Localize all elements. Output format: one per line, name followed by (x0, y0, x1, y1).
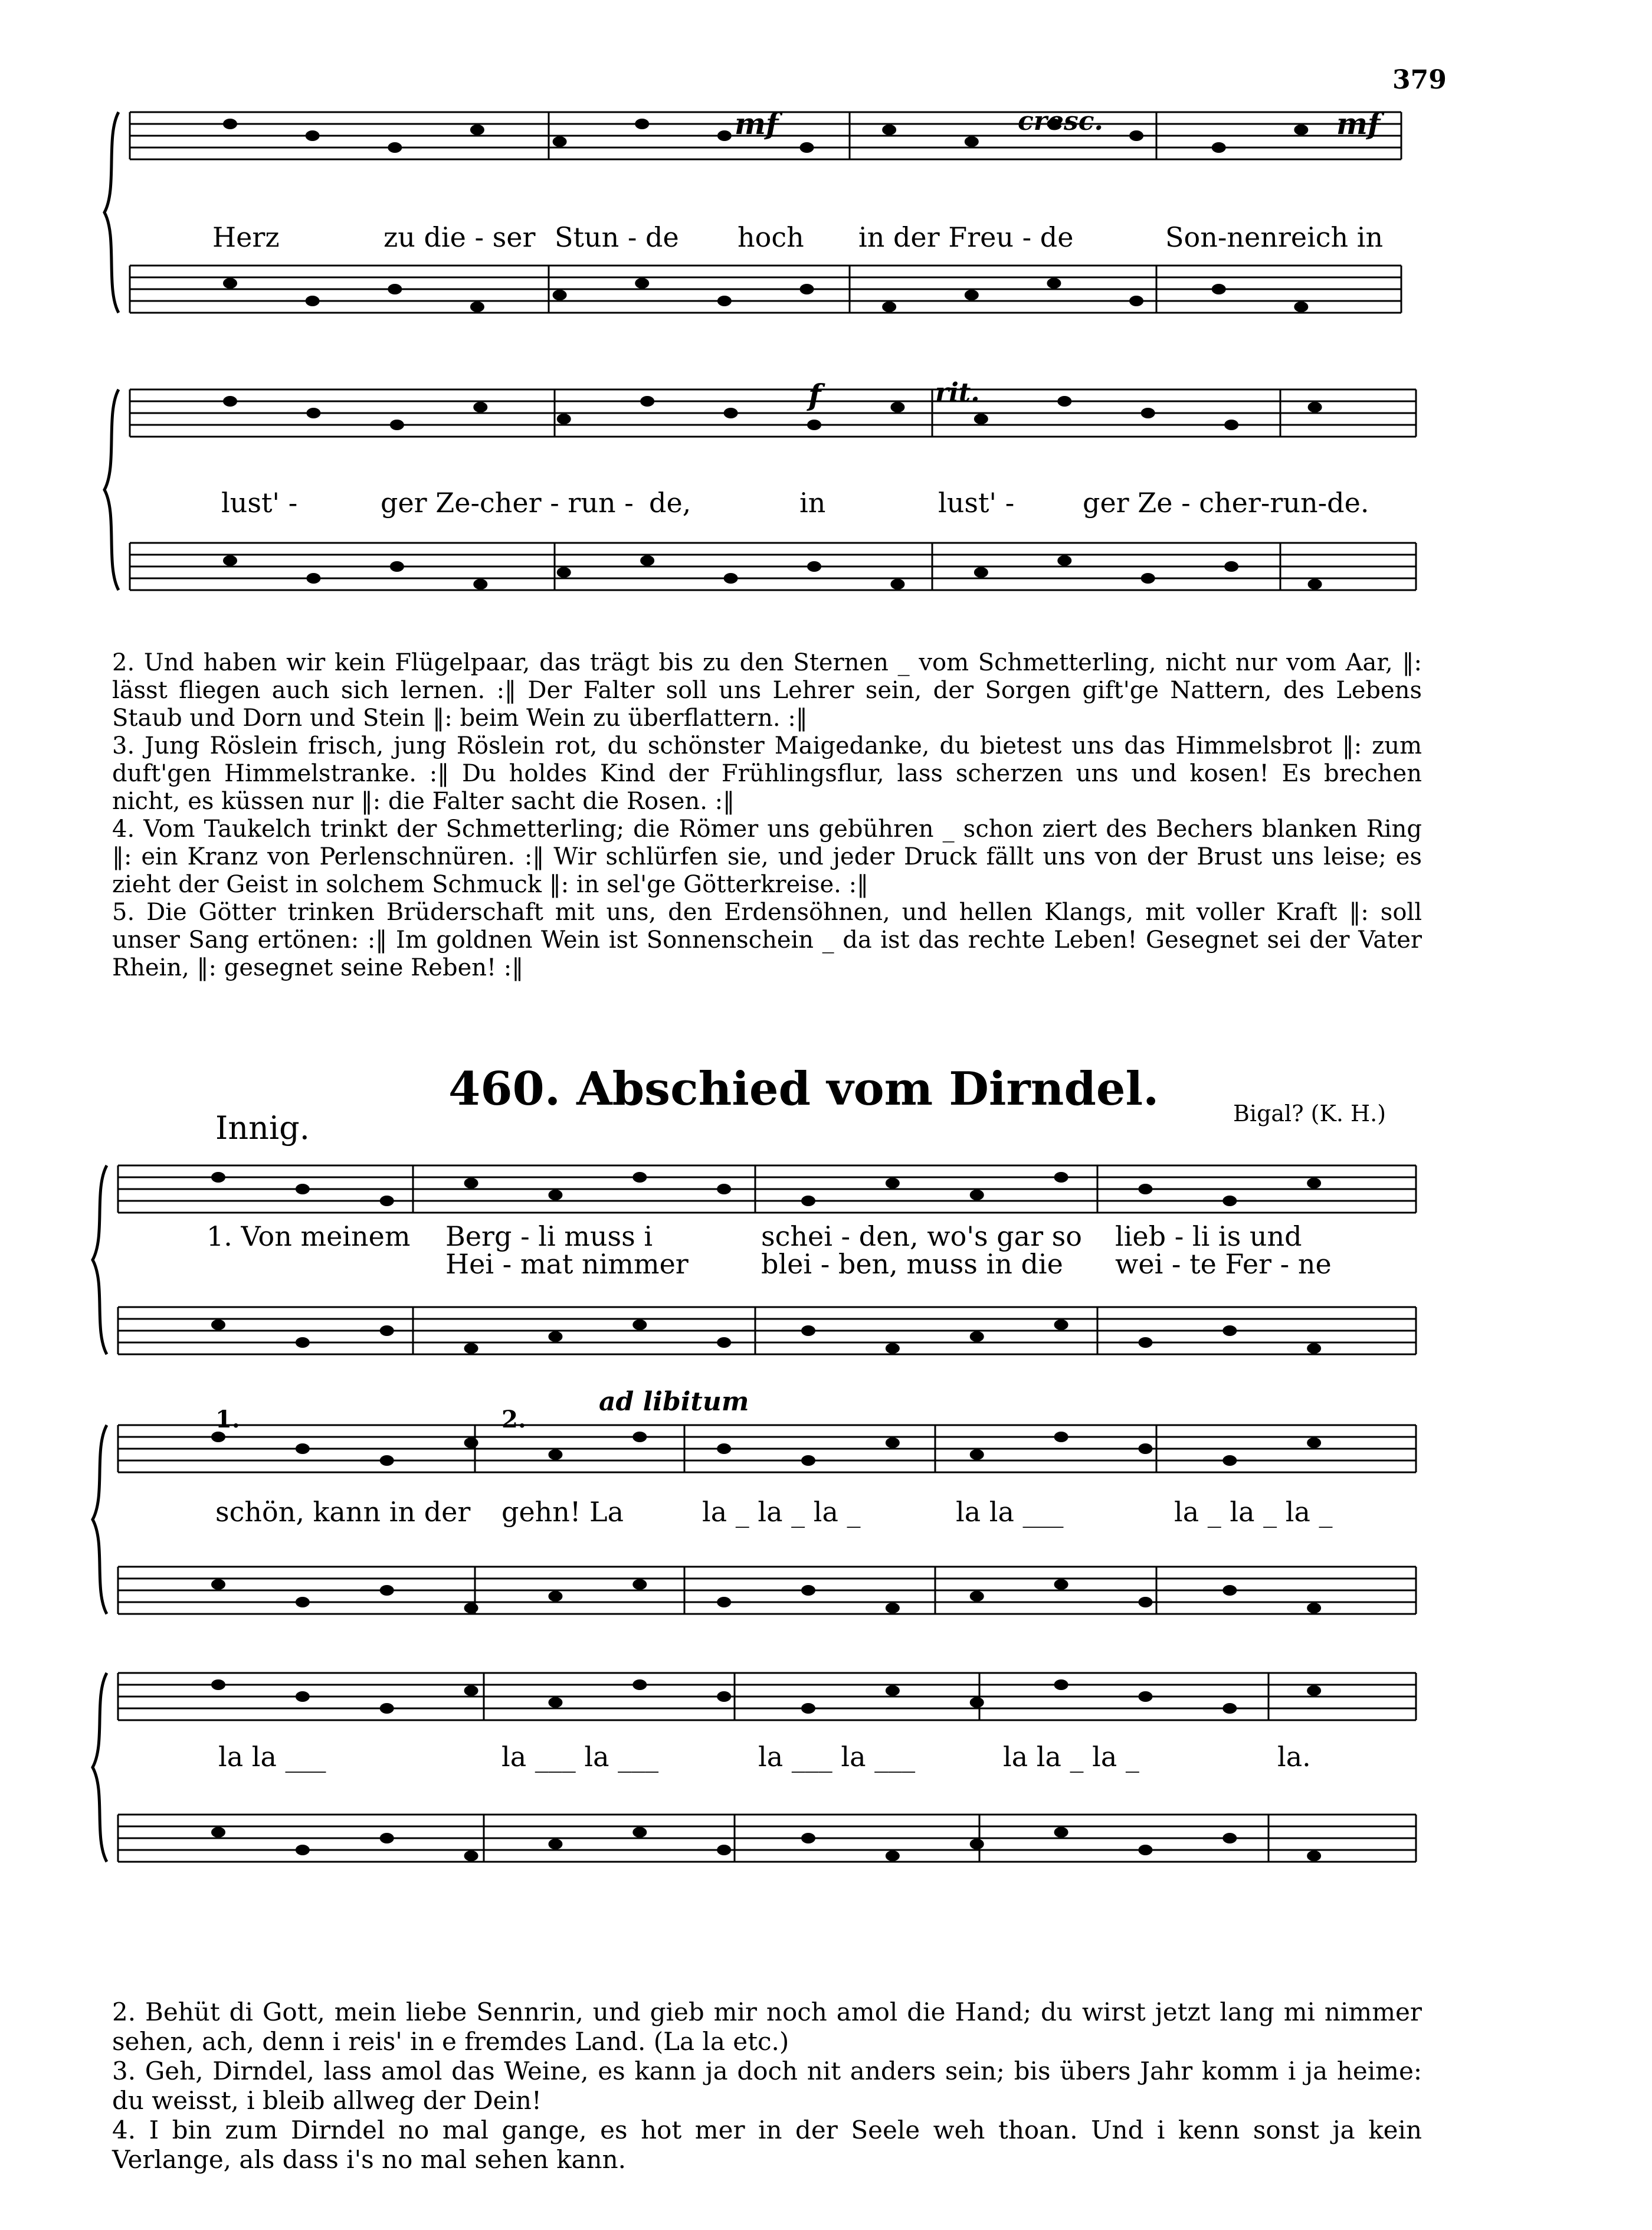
verse-2: 2. Und haben wir kein Flügelpaar, das trägt bis zu den Sternen _ vom Schmetterling, nicht nur vom Aar, ‖: lässt fliegen auch sich lernen. :‖ Der Falter soll uns Lehrer sein, der Sorgen gift'ge Nattern, des Lebens Staub und Dorn und Stein ‖: beim Wein zu überflattern. :‖ (112, 649, 1422, 732)
lyric: gehn! La (502, 1496, 624, 1528)
cresc-marking: cresc. (1018, 106, 1103, 136)
lyric: in (799, 487, 826, 519)
lyric: Berg - li muss i (445, 1220, 653, 1252)
lyric: lust' - (221, 487, 298, 519)
song-verses (112, 1997, 1422, 2175)
lyric: blei - ben, muss in die (761, 1248, 1063, 1280)
lyric: la. (1277, 1741, 1311, 1773)
lyric: la la ___ (218, 1741, 326, 1773)
lyric: la _ la _ la _ (702, 1496, 861, 1528)
lyric: zu die - ser (384, 221, 536, 253)
lyric: Stun - de (555, 221, 679, 253)
verse-3: 3. Geh, Dirndel, lass amol das Weine, es kann ja doch nit anders sein; bis übers Jahr komm i ja heime: du weisst, i bleib allweg der Dein! (112, 2057, 1422, 2115)
lyric: 1. Von meinem (206, 1220, 411, 1252)
lyric: la ___ la ___ (502, 1741, 659, 1773)
verse-2: 2. Behüt di Gott, mein liebe Sennrin, und gieb mir noch amol die Hand; du wirst jetzt lang mi nimmer sehen, ach, denn i reis' in e fremdes Land. (La la etc.) (112, 1997, 1422, 2056)
prev-song-verses (112, 649, 1422, 982)
lyric: Herz (212, 221, 280, 253)
dynamic-f: f (808, 378, 821, 412)
lyric: lieb - li is und (1115, 1220, 1302, 1252)
volta-1: 1. (215, 1406, 240, 1433)
rit-marking: rit. (935, 378, 980, 408)
lyric: Son-nenreich in (1165, 221, 1384, 253)
tempo-marking: Innig. (215, 1109, 310, 1147)
verse-4: 4. I bin zum Dirndel no mal gange, es hot mer in der Seele weh thoan. Und i kenn sonst ja kein Verlange, als dass i's no mal sehen kann. (112, 2116, 1422, 2174)
lyric: schön, kann in der (215, 1496, 471, 1528)
lyric: Hei - mat nimmer (445, 1248, 689, 1280)
lyric: ger Ze - cher-run-de. (1083, 487, 1369, 519)
lyric: ger Ze-cher - run - (381, 487, 634, 519)
lyric: la ___ la ___ (758, 1741, 916, 1773)
verse-3: 3. Jung Röslein frisch, jung Röslein rot, du schönster Maigedanke, du bietest uns das Himmelsbrot ‖: zum duft'gen Himmelstranke. :‖ Du holdes Kind der Frühlingsflur, lass scherzen uns und kosen! Es brechen nicht, es küssen nur ‖: die Falter sacht die Rosen. :‖ (112, 732, 1422, 815)
lyric: de, (649, 487, 691, 519)
dynamic-mf-2: mf (1336, 106, 1381, 141)
volta-2: 2. (502, 1406, 526, 1433)
page-number: 379 (1392, 65, 1447, 95)
lyric: la _ la _ la _ (1174, 1496, 1333, 1528)
verse-4: 4. Vom Taukelch trinkt der Schmetterling; die Römer uns gebühren _ schon ziert des Bechers blanken Ring ‖: ein Kranz von Perlenschnüren. :‖ Wir schlürfen sie, und jeder Druck fällt uns von der Brust uns leise; es zieht der Geist in solchem Schmuck ‖: in sel'ge Götterkreise. :‖ (112, 816, 1422, 898)
composer-credit: Bigal? (K. H.) (1233, 1101, 1386, 1127)
lyric: la la ___ (956, 1496, 1064, 1528)
verse-5: 5. Die Götter trinken Brüderschaft mit uns, den Erdensöhnen, und hellen Klangs, mit voller Kraft ‖: soll unser Sang ertönen: :‖ Im goldnen Wein ist Sonnenschein _ da ist das rechte Leben! Gesegnet sei der Vater Rhein, ‖: gesegnet seine Reben! :‖ (112, 899, 1422, 981)
ad-libitum-marking: ad libitum (599, 1387, 749, 1417)
lyric: in der Freu - de (858, 221, 1074, 253)
lyric: la la _ la _ (1003, 1741, 1139, 1773)
dynamic-mf-1: mf (735, 106, 779, 141)
song-title: 460. Abschied vom Dirndel. (448, 1062, 1159, 1116)
lyric: schei - den, wo's gar so (761, 1220, 1082, 1252)
lyric: lust' - (938, 487, 1015, 519)
lyric: hoch (738, 221, 804, 253)
lyric: wei - te Fer - ne (1115, 1248, 1332, 1280)
